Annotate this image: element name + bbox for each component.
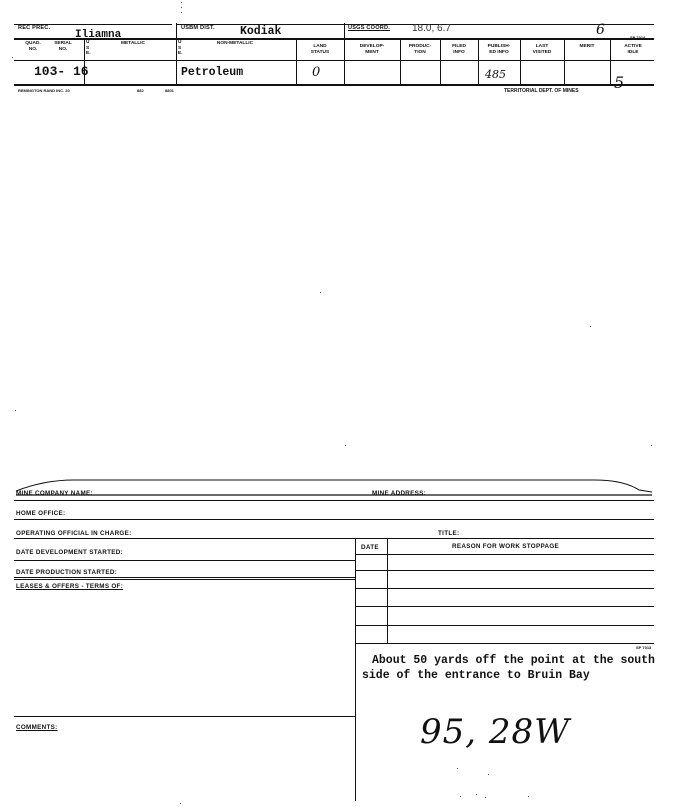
handwritten-note: 95, 28W xyxy=(420,712,571,752)
serial-no-header: SERIAL NO. xyxy=(54,41,72,52)
home-office-label: HOME OFFICE: xyxy=(16,510,66,517)
speck xyxy=(181,7,182,8)
speck xyxy=(476,794,477,795)
note-box-rule xyxy=(355,643,654,644)
use-right-header: U S E. xyxy=(178,40,183,56)
code-a: 882 xyxy=(137,88,144,93)
speck xyxy=(181,12,182,13)
rule xyxy=(14,577,355,578)
usbm-dist-label: USBM DIST. xyxy=(181,25,215,31)
rule xyxy=(344,24,654,25)
quad-no-header: QUAD. NO. xyxy=(25,41,41,52)
table-row-rule xyxy=(355,554,654,555)
department-label: TERRITORIAL DEPT. OF MINES xyxy=(504,88,579,94)
form-code-top: SP 7014 xyxy=(630,35,646,40)
usgs-coord-value: 18.0, 6.7 xyxy=(412,23,451,34)
last-visited-header: LAST VISITED xyxy=(532,44,552,55)
active-idle-value: 5 xyxy=(614,73,625,92)
date-development-label: DATE DEVELOPMENT STARTED: xyxy=(16,549,123,556)
speck xyxy=(12,57,13,58)
quad-serial-value: 103- 16 xyxy=(34,64,89,79)
speck xyxy=(345,445,346,446)
active-idle-header: ACTIVE IDLE xyxy=(624,44,642,55)
card-curve xyxy=(14,476,654,496)
leases-offers-label: LEASES & OFFERS - TERMS OF: xyxy=(16,583,124,590)
form-code-bottom: SP 7013 xyxy=(636,645,652,650)
usbm-dist-value: Kodiak xyxy=(240,25,282,38)
rule xyxy=(14,538,654,539)
note-box-divider xyxy=(355,643,356,801)
column-divider xyxy=(610,39,611,86)
metallic-header: METALLIC xyxy=(121,41,145,46)
filed-info-header: FILED INFO xyxy=(452,44,466,55)
rule xyxy=(14,560,355,561)
speck xyxy=(181,2,182,3)
rec-prec-value: Iliamna xyxy=(75,29,122,41)
rule xyxy=(14,500,654,501)
corner-number: 6 xyxy=(596,22,605,38)
speck xyxy=(15,410,16,411)
non-metallic-header: NON-METALLIC xyxy=(216,41,254,46)
comments-label: COMMENTS: xyxy=(16,724,58,731)
speck xyxy=(488,774,489,775)
note-line-1: About 50 yards off the point at the south xyxy=(372,654,655,667)
speck xyxy=(320,292,321,293)
table-row-rule xyxy=(355,570,654,571)
published-info-value: 485 xyxy=(485,68,506,81)
speck xyxy=(528,796,529,797)
table-row-rule xyxy=(355,625,654,626)
speck xyxy=(651,445,652,446)
column-divider xyxy=(296,39,297,86)
card-bottom-rule xyxy=(14,84,654,86)
date-column-header: DATE xyxy=(361,544,379,551)
development-header: DEVELOP- MENT xyxy=(359,44,385,55)
speck xyxy=(485,797,486,798)
reason-column-header: REASON FOR WORK STOPPAGE xyxy=(452,543,560,550)
speck xyxy=(457,768,458,769)
rule xyxy=(14,519,654,520)
code-b: 8801 xyxy=(165,88,174,93)
table-row-rule xyxy=(355,606,654,607)
merit-header: MERIT xyxy=(579,44,595,49)
rule xyxy=(14,60,654,61)
published-info-header: PUBLISH- ED INFO xyxy=(487,44,511,55)
land-status-header: LAND STATUS xyxy=(310,44,330,55)
usgs-coord-label: USGS COORD. xyxy=(348,25,390,31)
use-left-header: U S E. xyxy=(86,40,91,56)
rule xyxy=(14,579,355,580)
table-row-rule xyxy=(355,588,654,589)
title-label: TITLE: xyxy=(438,530,460,537)
rec-prec-label: REC PREC. xyxy=(18,25,51,31)
commodity-value: Petroleum xyxy=(181,66,244,79)
land-status-value: 0 xyxy=(312,65,321,80)
production-header: PRODUC- TION xyxy=(408,44,432,55)
rule xyxy=(14,716,355,717)
date-production-label: DATE PRODUCTION STARTED: xyxy=(16,569,118,576)
speck xyxy=(180,803,181,804)
note-line-2: side of the entrance to Bruin Bay xyxy=(362,669,590,682)
speck xyxy=(460,796,461,797)
header-rule xyxy=(14,38,654,40)
printer-label: REMINGTON RAND INC. 20 xyxy=(18,88,70,93)
column-divider xyxy=(176,23,177,86)
operating-official-label: OPERATING OFFICIAL IN CHARGE: xyxy=(16,530,132,537)
column-divider xyxy=(344,23,345,86)
speck xyxy=(590,326,591,327)
mine-company-name-label: MINE COMPANY NAME: xyxy=(16,490,93,497)
mine-address-label: MINE ADDRESS: xyxy=(372,490,427,497)
